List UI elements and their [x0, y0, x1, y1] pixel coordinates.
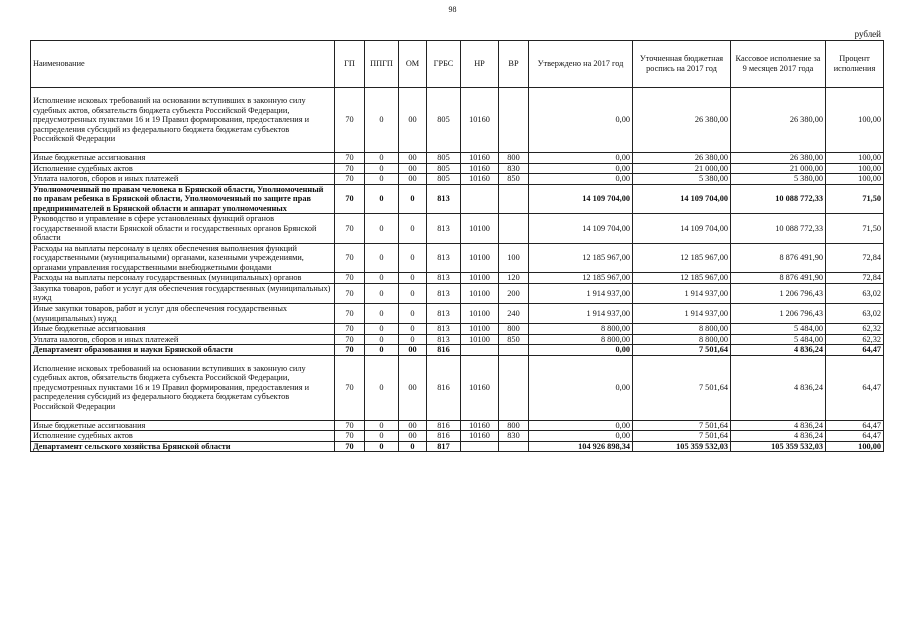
cell-grbs: 805	[427, 153, 461, 164]
cell-gp: 70	[335, 88, 365, 153]
cell-grbs: 816	[427, 355, 461, 420]
cell-percent: 100,00	[826, 174, 884, 185]
cell-refined: 8 800,00	[633, 334, 731, 345]
cell-grbs: 813	[427, 334, 461, 345]
cell-approved: 0,00	[529, 355, 633, 420]
cell-grbs: 805	[427, 88, 461, 153]
cell-approved: 1 914 937,00	[529, 283, 633, 303]
cell-grbs: 816	[427, 345, 461, 356]
cell-refined: 14 109 704,00	[633, 184, 731, 214]
header-ppgp: ППГП	[365, 41, 399, 88]
cell-executed: 8 876 491,90	[731, 243, 826, 273]
cell-refined: 26 380,00	[633, 88, 731, 153]
cell-grbs: 813	[427, 214, 461, 244]
cell-ppgp: 0	[365, 441, 399, 452]
cell-executed: 4 836,24	[731, 345, 826, 356]
cell-name: Уплата налогов, сборов и иных платежей	[31, 174, 335, 185]
cell-approved: 0,00	[529, 431, 633, 442]
cell-nr: 10100	[461, 303, 499, 323]
cell-executed: 105 359 532,03	[731, 441, 826, 452]
cell-name: Уполномоченный по правам человека в Брянской области, Уполномоченный по правам ребенка в Брянской области, Уполномоченный по защите прав предпринимателей в Брянской области и аппарат уполномоченных	[31, 184, 335, 214]
cell-ppgp: 0	[365, 273, 399, 284]
cell-gp: 70	[335, 273, 365, 284]
cell-gp: 70	[335, 441, 365, 452]
currency-unit: рублей	[854, 29, 881, 39]
cell-om: 00	[399, 355, 427, 420]
cell-vr: 850	[499, 334, 529, 345]
cell-approved: 12 185 967,00	[529, 273, 633, 284]
cell-approved: 0,00	[529, 88, 633, 153]
cell-ppgp: 0	[365, 355, 399, 420]
cell-grbs: 813	[427, 243, 461, 273]
header-gp: ГП	[335, 41, 365, 88]
cell-grbs: 805	[427, 174, 461, 185]
cell-gp: 70	[335, 214, 365, 244]
header-approved: Утверждено на 2017 год	[529, 41, 633, 88]
cell-executed: 4 836,24	[731, 420, 826, 431]
cell-approved: 14 109 704,00	[529, 184, 633, 214]
cell-refined: 1 914 937,00	[633, 283, 731, 303]
cell-om: 00	[399, 153, 427, 164]
cell-om: 00	[399, 420, 427, 431]
cell-refined: 21 000,00	[633, 163, 731, 174]
cell-gp: 70	[335, 243, 365, 273]
cell-grbs: 813	[427, 324, 461, 335]
header-nr: НР	[461, 41, 499, 88]
cell-nr: 10100	[461, 334, 499, 345]
page-number: 98	[448, 5, 457, 14]
cell-refined: 14 109 704,00	[633, 214, 731, 244]
cell-approved: 0,00	[529, 163, 633, 174]
cell-refined: 7 501,64	[633, 345, 731, 356]
cell-approved: 104 926 898,34	[529, 441, 633, 452]
cell-ppgp: 0	[365, 420, 399, 431]
cell-ppgp: 0	[365, 324, 399, 335]
cell-percent: 64,47	[826, 345, 884, 356]
cell-executed: 4 836,24	[731, 431, 826, 442]
table-row	[31, 184, 884, 214]
cell-percent: 62,32	[826, 334, 884, 345]
cell-om: 0	[399, 303, 427, 323]
cell-grbs: 817	[427, 441, 461, 452]
cell-nr: 10160	[461, 355, 499, 420]
cell-name: Иные бюджетные ассигнования	[31, 420, 335, 431]
cell-grbs: 813	[427, 303, 461, 323]
cell-vr: 200	[499, 283, 529, 303]
cell-om: 0	[399, 334, 427, 345]
cell-vr: 100	[499, 243, 529, 273]
cell-executed: 10 088 772,33	[731, 214, 826, 244]
cell-om: 00	[399, 345, 427, 356]
cell-refined: 7 501,64	[633, 355, 731, 420]
cell-name: Иные бюджетные ассигнования	[31, 153, 335, 164]
cell-nr: 10160	[461, 163, 499, 174]
cell-om: 0	[399, 214, 427, 244]
cell-name: Исполнение исковых требований на основании вступивших в законную силу судебных актов, обязательств бюджета субъекта Российской Федерации, предусмотренных пунктами 16 и 19 Правил формирования, предоставления и распределения субсидий из федерального бюджета бюджетам субъектов Российской Федерации	[31, 88, 335, 153]
cell-nr: 10100	[461, 283, 499, 303]
cell-om: 0	[399, 184, 427, 214]
cell-percent: 72,84	[826, 243, 884, 273]
cell-nr: 10100	[461, 273, 499, 284]
cell-ppgp: 0	[365, 334, 399, 345]
table-row	[31, 273, 884, 284]
cell-nr: 10160	[461, 174, 499, 185]
table-row	[31, 303, 884, 323]
cell-executed: 5 484,00	[731, 334, 826, 345]
cell-vr: 800	[499, 153, 529, 164]
table-row	[31, 345, 884, 356]
cell-refined: 7 501,64	[633, 431, 731, 442]
table-row	[31, 431, 884, 442]
cell-name: Иные бюджетные ассигнования	[31, 324, 335, 335]
cell-vr	[499, 355, 529, 420]
cell-approved: 8 800,00	[529, 334, 633, 345]
cell-vr: 830	[499, 431, 529, 442]
table-row	[31, 420, 884, 431]
cell-name: Департамент образования и науки Брянской области	[31, 345, 335, 356]
cell-grbs: 816	[427, 431, 461, 442]
cell-approved: 0,00	[529, 420, 633, 431]
cell-nr: 10160	[461, 420, 499, 431]
cell-om: 0	[399, 243, 427, 273]
cell-vr	[499, 88, 529, 153]
header-vr: ВР	[499, 41, 529, 88]
cell-ppgp: 0	[365, 184, 399, 214]
cell-percent: 64,47	[826, 431, 884, 442]
cell-gp: 70	[335, 283, 365, 303]
table-row	[31, 324, 884, 335]
cell-gp: 70	[335, 184, 365, 214]
cell-percent: 63,02	[826, 303, 884, 323]
table-row	[31, 88, 884, 153]
header-executed: Кассовое исполнение за 9 месяцев 2017 года	[731, 41, 826, 88]
cell-refined: 12 185 967,00	[633, 243, 731, 273]
cell-approved: 0,00	[529, 345, 633, 356]
cell-percent: 64,47	[826, 420, 884, 431]
cell-gp: 70	[335, 431, 365, 442]
cell-executed: 10 088 772,33	[731, 184, 826, 214]
budget-table	[30, 40, 884, 452]
table-row	[31, 334, 884, 345]
cell-percent: 62,32	[826, 324, 884, 335]
cell-om: 00	[399, 174, 427, 185]
cell-nr: 10100	[461, 243, 499, 273]
cell-ppgp: 0	[365, 243, 399, 273]
cell-refined: 8 800,00	[633, 324, 731, 335]
cell-approved: 1 914 937,00	[529, 303, 633, 323]
cell-ppgp: 0	[365, 153, 399, 164]
cell-vr	[499, 441, 529, 452]
table-body	[31, 88, 884, 452]
header-grbs: ГРБС	[427, 41, 461, 88]
cell-nr	[461, 184, 499, 214]
table-row	[31, 214, 884, 244]
cell-percent: 100,00	[826, 88, 884, 153]
cell-vr	[499, 184, 529, 214]
cell-percent: 71,50	[826, 184, 884, 214]
cell-refined: 26 380,00	[633, 153, 731, 164]
cell-name: Иные закупки товаров, работ и услуг для обеспечения государственных (муниципальных) нужд	[31, 303, 335, 323]
cell-ppgp: 0	[365, 174, 399, 185]
cell-gp: 70	[335, 153, 365, 164]
cell-grbs: 813	[427, 283, 461, 303]
cell-name: Департамент сельского хозяйства Брянской области	[31, 441, 335, 452]
cell-approved: 0,00	[529, 153, 633, 164]
table-row	[31, 243, 884, 273]
cell-approved: 8 800,00	[529, 324, 633, 335]
cell-nr: 10100	[461, 324, 499, 335]
cell-percent: 100,00	[826, 153, 884, 164]
cell-percent: 72,84	[826, 273, 884, 284]
header-refined: Уточненная бюджетная роспись на 2017 год	[633, 41, 731, 88]
cell-executed: 5 484,00	[731, 324, 826, 335]
cell-executed: 8 876 491,90	[731, 273, 826, 284]
cell-refined: 5 380,00	[633, 174, 731, 185]
cell-name: Исполнение судебных актов	[31, 431, 335, 442]
cell-name: Закупка товаров, работ и услуг для обеспечения государственных (муниципальных) нужд	[31, 283, 335, 303]
cell-percent: 100,00	[826, 163, 884, 174]
cell-vr: 850	[499, 174, 529, 185]
cell-name: Исполнение исковых требований на основании вступивших в законную силу судебных актов, обязательств бюджета субъекта Российской Федерации, предусмотренных пунктами 16 и 19 Правил формирования, предоставления и распределения субсидий из федерального бюджета бюджетам субъектов Российской Федерации	[31, 355, 335, 420]
cell-percent: 100,00	[826, 441, 884, 452]
cell-gp: 70	[335, 324, 365, 335]
cell-vr: 800	[499, 420, 529, 431]
cell-name: Расходы на выплаты персоналу в целях обеспечения выполнения функций государственными (муниципальными) органами, казенными учреждениями, органами управления государственными внебюджетными фондами	[31, 243, 335, 273]
cell-gp: 70	[335, 303, 365, 323]
cell-grbs: 813	[427, 184, 461, 214]
cell-executed: 26 380,00	[731, 88, 826, 153]
cell-gp: 70	[335, 174, 365, 185]
header-name: Наименование	[31, 41, 335, 88]
table-row	[31, 174, 884, 185]
cell-grbs: 816	[427, 420, 461, 431]
cell-om: 00	[399, 431, 427, 442]
cell-percent: 71,50	[826, 214, 884, 244]
cell-ppgp: 0	[365, 431, 399, 442]
cell-ppgp: 0	[365, 214, 399, 244]
cell-executed: 1 206 796,43	[731, 283, 826, 303]
cell-om: 00	[399, 88, 427, 153]
cell-gp: 70	[335, 420, 365, 431]
cell-om: 00	[399, 163, 427, 174]
table-row	[31, 153, 884, 164]
cell-executed: 21 000,00	[731, 163, 826, 174]
cell-executed: 5 380,00	[731, 174, 826, 185]
cell-refined: 105 359 532,03	[633, 441, 731, 452]
table-row	[31, 163, 884, 174]
cell-approved: 14 109 704,00	[529, 214, 633, 244]
cell-nr: 10160	[461, 431, 499, 442]
cell-grbs: 805	[427, 163, 461, 174]
cell-ppgp: 0	[365, 345, 399, 356]
table-row	[31, 283, 884, 303]
cell-om: 0	[399, 283, 427, 303]
cell-approved: 0,00	[529, 174, 633, 185]
cell-vr	[499, 214, 529, 244]
cell-vr	[499, 345, 529, 356]
cell-om: 0	[399, 324, 427, 335]
cell-om: 0	[399, 441, 427, 452]
cell-approved: 12 185 967,00	[529, 243, 633, 273]
cell-nr: 10160	[461, 153, 499, 164]
cell-nr: 10160	[461, 88, 499, 153]
cell-refined: 7 501,64	[633, 420, 731, 431]
table-row	[31, 355, 884, 420]
cell-grbs: 813	[427, 273, 461, 284]
cell-nr	[461, 345, 499, 356]
cell-ppgp: 0	[365, 163, 399, 174]
cell-gp: 70	[335, 334, 365, 345]
cell-vr: 830	[499, 163, 529, 174]
cell-vr: 240	[499, 303, 529, 323]
header-row	[31, 41, 884, 88]
cell-name: Руководство и управление в сфере установленных функций органов государственной власти Брянской области и государственных органов Брянской области	[31, 214, 335, 244]
header-om: ОМ	[399, 41, 427, 88]
cell-vr: 800	[499, 324, 529, 335]
cell-nr: 10100	[461, 214, 499, 244]
cell-ppgp: 0	[365, 88, 399, 153]
cell-refined: 1 914 937,00	[633, 303, 731, 323]
cell-percent: 64,47	[826, 355, 884, 420]
cell-gp: 70	[335, 345, 365, 356]
cell-gp: 70	[335, 355, 365, 420]
cell-gp: 70	[335, 163, 365, 174]
cell-executed: 4 836,24	[731, 355, 826, 420]
cell-om: 0	[399, 273, 427, 284]
cell-ppgp: 0	[365, 303, 399, 323]
cell-percent: 63,02	[826, 283, 884, 303]
cell-refined: 12 185 967,00	[633, 273, 731, 284]
cell-vr: 120	[499, 273, 529, 284]
cell-ppgp: 0	[365, 283, 399, 303]
header-percent: Процент исполнения	[826, 41, 884, 88]
cell-name: Исполнение судебных актов	[31, 163, 335, 174]
cell-executed: 26 380,00	[731, 153, 826, 164]
cell-executed: 1 206 796,43	[731, 303, 826, 323]
cell-name: Расходы на выплаты персоналу государственных (муниципальных) органов	[31, 273, 335, 284]
cell-name: Уплата налогов, сборов и иных платежей	[31, 334, 335, 345]
cell-nr	[461, 441, 499, 452]
table-row	[31, 441, 884, 452]
